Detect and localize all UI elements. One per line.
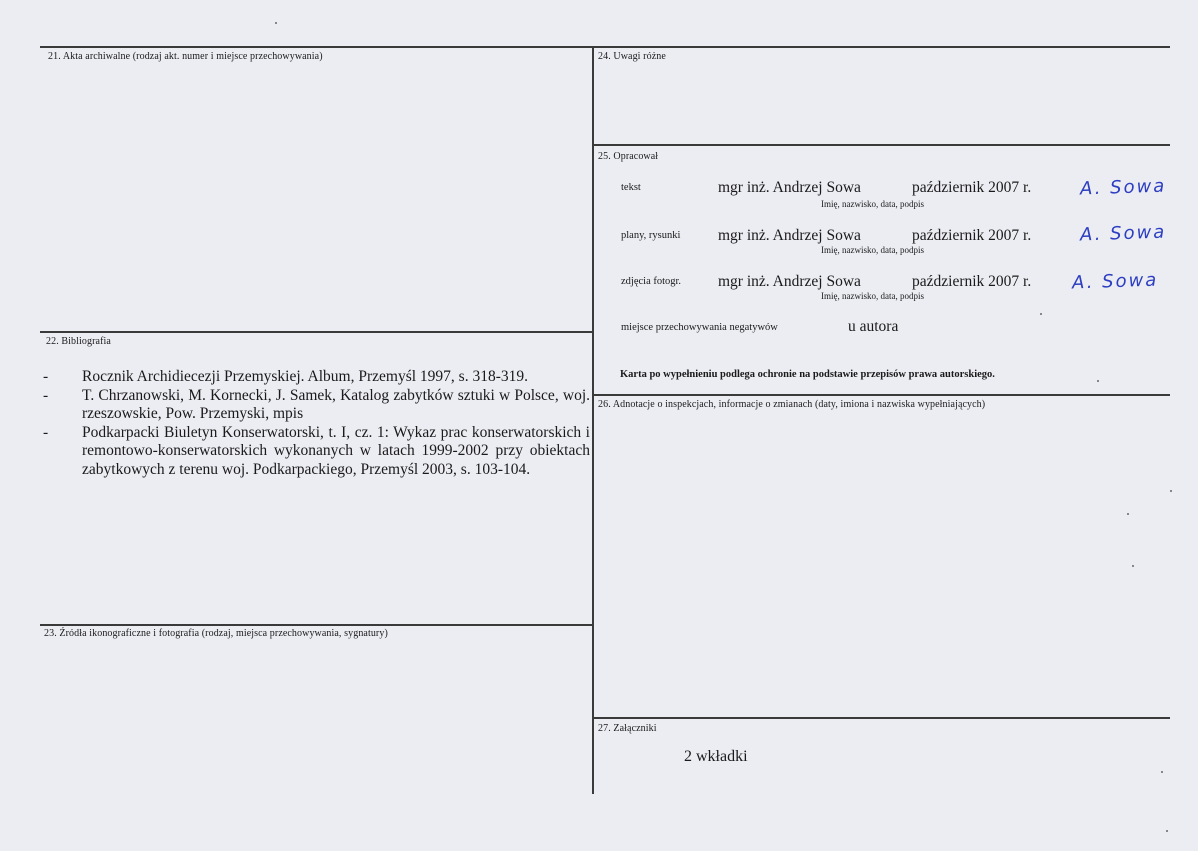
center-divider [592, 46, 594, 794]
negatives-label: miejsce przechowywania negatywów [621, 322, 778, 333]
rule-s25 [593, 144, 1170, 146]
section-22-label: 22. Bibliografia [46, 336, 111, 347]
author-name: mgr inż. Andrzej Sowa [718, 227, 861, 244]
scan-speck [1132, 565, 1134, 567]
row-category: zdjęcia fotogr. [621, 276, 682, 287]
author-name: mgr inż. Andrzej Sowa [718, 179, 861, 196]
row-category: tekst [621, 182, 641, 193]
row-caption: Imię, nazwisko, data, podpis [821, 291, 924, 301]
row-category: plany, rysunki [621, 230, 681, 241]
scan-speck [1161, 771, 1163, 773]
section-26-label: 26. Adnotacje o inspekcjach, informacje o zmianach (daty, imiona i nazwiska wypełniających) [598, 399, 986, 410]
copyright-note: Karta po wypełnieniu podlega ochronie na podstawie przepisów prawa autorskiego. [620, 369, 995, 380]
rule-s23 [40, 624, 593, 626]
attachments-value: 2 wkładki [684, 748, 748, 765]
scan-speck [1166, 830, 1168, 832]
prepared-date: październik 2007 r. [912, 273, 1032, 290]
section-25-label: 25. Opracował [598, 151, 659, 162]
bullet-dash: - [43, 368, 49, 385]
handwritten-signature: A. Sowa [1079, 175, 1167, 200]
top-rule [40, 46, 1170, 48]
row-caption: Imię, nazwisko, data, podpis [821, 245, 924, 255]
section-23-label: 23. Źródła ikonograficzne i fotografia (rodzaj, miejsca przechowywania, sygnatury) [44, 628, 388, 639]
bibliography-item [40, 424, 590, 480]
bullet-dash: - [43, 423, 49, 441]
scan-speck [1097, 380, 1099, 382]
rule-s27 [593, 717, 1170, 719]
prepared-date: październik 2007 r. [912, 227, 1032, 244]
section-24-label: 24. Uwagi różne [598, 51, 666, 62]
bibliography-item [40, 368, 590, 387]
bibliography-text: T. Chrzanowski, M. Kornecki, J. Samek, Katalog zabytków sztuki w Polsce, woj. rzeszowskie, Pow. Przemyski, mpis [82, 386, 590, 422]
bibliography-text: Rocznik Archidiecezji Przemyskiej. Album, Przemyśl 1997, s. 318-319. [82, 368, 528, 385]
section-27-label: 27. Załączniki [598, 723, 657, 734]
handwritten-signature: A. Sowa [1079, 221, 1167, 246]
scan-speck [1127, 513, 1129, 515]
rule-s26 [593, 394, 1170, 396]
bibliography-text: Podkarpacki Biuletyn Konserwatorski, t. I, cz. 1: Wykaz prac konserwatorskich i remontowo-konserwatorskich wykonanych w latach 1999-2002 przy obiektach zabytkowych z terenu woj. Podkarpackiego, Przemyśl 2003, s. 103-104. [82, 423, 590, 478]
prepared-date: październik 2007 r. [912, 179, 1032, 196]
author-name: mgr inż. Andrzej Sowa [718, 273, 861, 290]
section-21-label: 21. Akta archiwalne (rodzaj akt. numer i miejsce przechowywania) [48, 51, 323, 62]
scan-speck [1170, 490, 1172, 492]
scan-speck [275, 22, 277, 24]
bullet-dash: - [43, 386, 49, 404]
bibliography-list [40, 368, 590, 479]
row-caption: Imię, nazwisko, data, podpis [821, 199, 924, 209]
handwritten-signature: A. Sowa [1071, 269, 1159, 294]
negatives-location: u autora [848, 318, 899, 335]
scan-speck [1040, 313, 1042, 315]
rule-s22 [40, 331, 593, 333]
bibliography-item [40, 387, 590, 424]
